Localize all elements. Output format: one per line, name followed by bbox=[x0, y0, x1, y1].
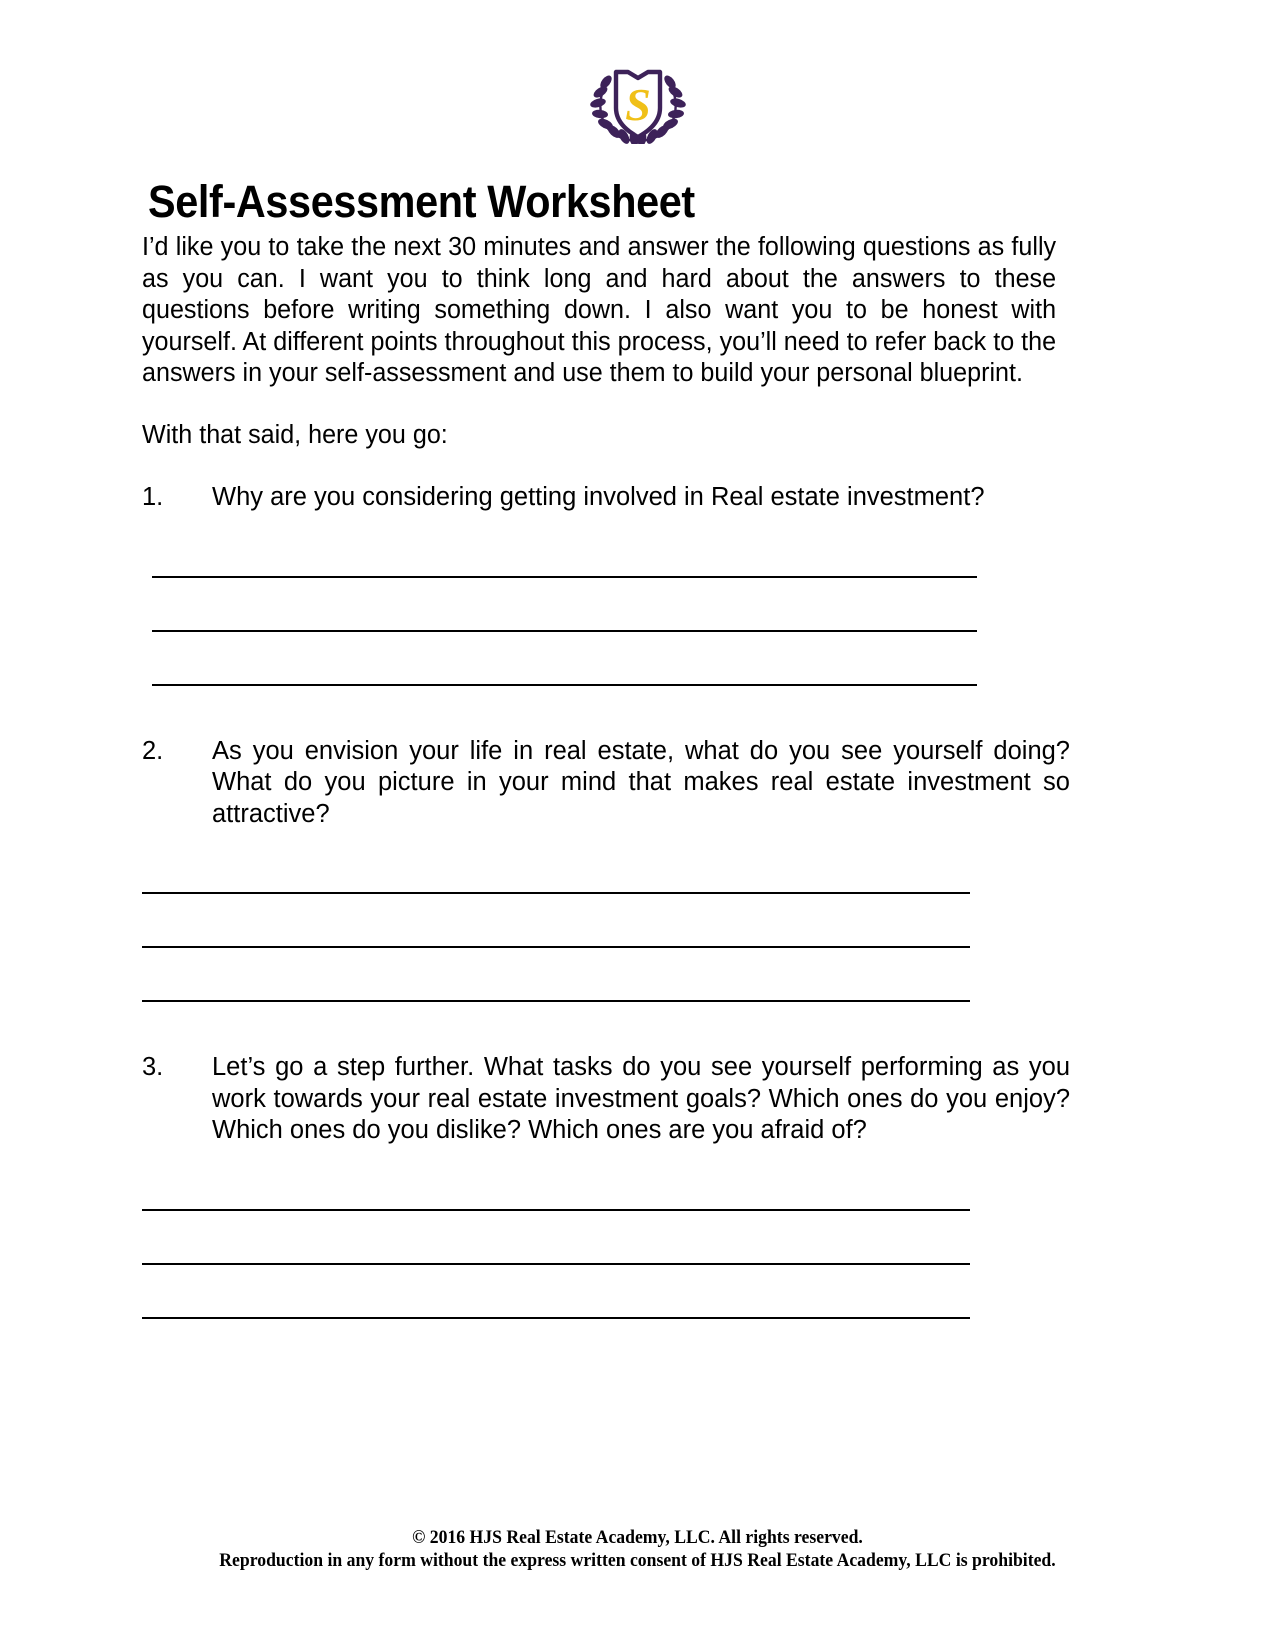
question-block-3 bbox=[142, 1052, 1070, 1319]
question-text-2: As you envision your life in real estate, what do you see yourself doing? What do you picture in your mind that makes real estate investment so attractive? bbox=[212, 736, 1070, 828]
worksheet-body bbox=[142, 232, 1070, 1319]
logo-container bbox=[0, 58, 1275, 144]
answer-line[interactable] bbox=[142, 1317, 970, 1319]
question-block-1 bbox=[142, 482, 1070, 736]
footer-reproduction-notice: Reproduction in any form without the express written consent of HJS Real Estate Academy, LLC is prohibited. bbox=[219, 1550, 1056, 1571]
answer-lines-2 bbox=[142, 830, 1070, 1052]
shield-letter-s: S bbox=[624, 79, 651, 130]
question-block-2 bbox=[142, 736, 1070, 1053]
page-title: Self-Assessment Worksheet bbox=[148, 176, 695, 228]
question-number-2: 2. bbox=[142, 736, 164, 765]
question-number-3: 3. bbox=[142, 1053, 164, 1081]
page-footer bbox=[0, 1526, 1275, 1572]
question-number-1: 1. bbox=[142, 483, 164, 511]
answer-lines-3 bbox=[142, 1147, 1070, 1319]
question-3 bbox=[142, 1052, 1070, 1147]
lead-in-text: With that said, here you go: bbox=[142, 420, 448, 449]
question-text-3: Let’s go a step further. What tasks do you see yourself performing as you work towards your real estate investment goals? Which ones do you enjoy? Which ones do you dislike? Which ones are you afraid of? bbox=[212, 1053, 1070, 1144]
question-1 bbox=[142, 482, 1070, 514]
intro-paragraph: I’d like you to take the next 30 minutes and answer the following questions as fully as you can. I want you to think long and hard about the answers to these questions before writing something down. I also want you to be honest with yourself. At different points throughout this process, you’ll need to refer back to the answers in your self-assessment and use them to build your personal blueprint. bbox=[142, 233, 1057, 387]
question-text-1: Why are you considering getting involved in Real estate investment? bbox=[212, 483, 985, 511]
question-2 bbox=[142, 736, 1070, 831]
hjs-academy-shield-logo-icon bbox=[586, 58, 690, 144]
answer-lines-1 bbox=[142, 514, 1070, 736]
footer-copyright: © 2016 HJS Real Estate Academy, LLC. All rights reserved. bbox=[412, 1527, 863, 1548]
